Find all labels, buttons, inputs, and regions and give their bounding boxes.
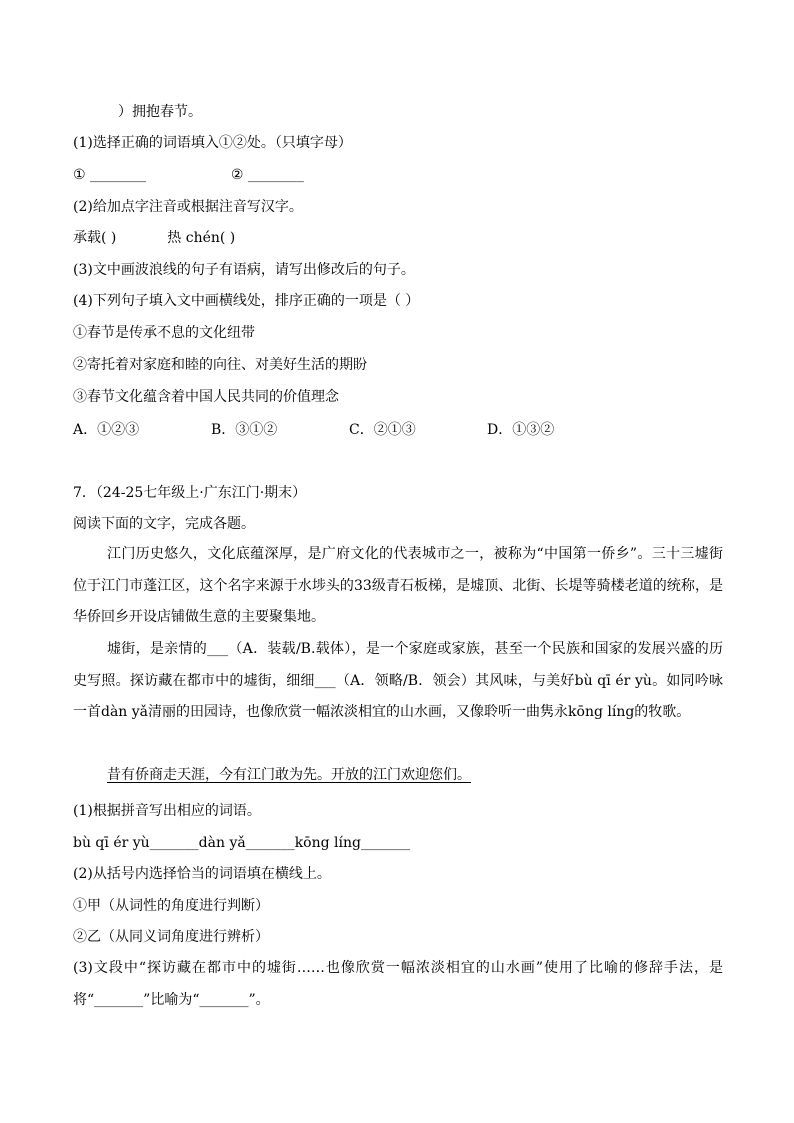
q7-question-2: (2)从括号内选择恰当的词语填在横线上。 [73,866,331,882]
q7-question-3: (3)文段中“探访藏在都市中的墟街……也像欣赏一幅浓淡相宜的山水画”使用了比喻的修辞手法，是将“_______”比喻为“_______”。 [73,960,723,1008]
option-b: B．③①② [211,422,278,438]
q7-question-1: (1)根据拼音写出相应的词语。 [73,803,261,819]
q7-question-2a: ①甲（从词性的角度进行判断） [73,898,269,914]
pinyin-item-2: 热 chén( ) [167,230,236,246]
sentence-1: ①春节是传承不息的文化纽带 [73,325,255,341]
question-7-header: 7．（24-25七年级上·广东江门·期末） [73,485,307,501]
sentence-2: ②寄托着对家庭和睦的向往、对美好生活的期盼 [73,357,367,373]
blank-line [73,166,304,184]
passage-paragraph-1: 江门历史悠久，文化底蕴深厚，是广府文化的代表城市之一，被称为“中国第一侨乡”。三十三墟街位于江门市蓬江区，这个名字来源于水埗头的33级青石板梯，是墟顶、北街、长堤等骑楼老道的统称，是华侨回乡开设店铺做生意的主要聚集地。 [73,546,723,625]
continuation-line: ）拥抱春节。 [118,104,202,120]
passage-paragraph-2: 墟街，是亲情的___（A．装载/B.载体），是一个家庭或家族，甚至一个民族和国家的发展兴盛的历史写照。探访藏在都市中的墟街，细细___（A．领略/B．领会）其风味，与美好bù qī ér yù。如同吟咏一首dàn yǎ清丽的田园诗，也像欣赏一幅浓淡相宜的山水画，又像聆听一曲隽永kōng líng的牧歌。 [73,641,723,720]
answer-options [73,421,625,439]
pinyin-item-1: 承载( ) [73,230,117,246]
option-d: D．①③② [487,422,555,438]
question-4: (4)下列句子填入文中画横线处，排序正确的一项是（ ） [73,293,420,309]
instruction: 阅读下面的文字，完成各题。 [73,516,255,532]
question-2: (2)给加点字注音或根据注音写汉字。 [73,199,303,215]
q7-question-2b: ②乙（从同义词角度进行辨析） [73,929,269,945]
blank-2: ② ________ [230,167,304,183]
blank-1: ① ________ [73,167,147,183]
passage-paragraph-3 [73,760,723,792]
q7-pinyin-line: bù qī ér yù_______dàn yǎ_______kōng líng_______ [73,835,410,851]
sentence-3: ③春节文化蕴含着中国人民共同的价值理念 [73,389,339,405]
question-1: (1)选择正确的词语填入①②处。（只填字母） [73,135,352,151]
underlined-sentence: 昔有侨商走天涯，今有江门敢为先。开放的江门欢迎您们。 [107,767,471,783]
question-3: (3)文中画波浪线的句子有语病，请写出修改后的句子。 [73,262,415,278]
option-a: A．①②③ [73,422,140,438]
option-c: C．②①③ [349,422,416,438]
pinyin-line [73,229,235,247]
